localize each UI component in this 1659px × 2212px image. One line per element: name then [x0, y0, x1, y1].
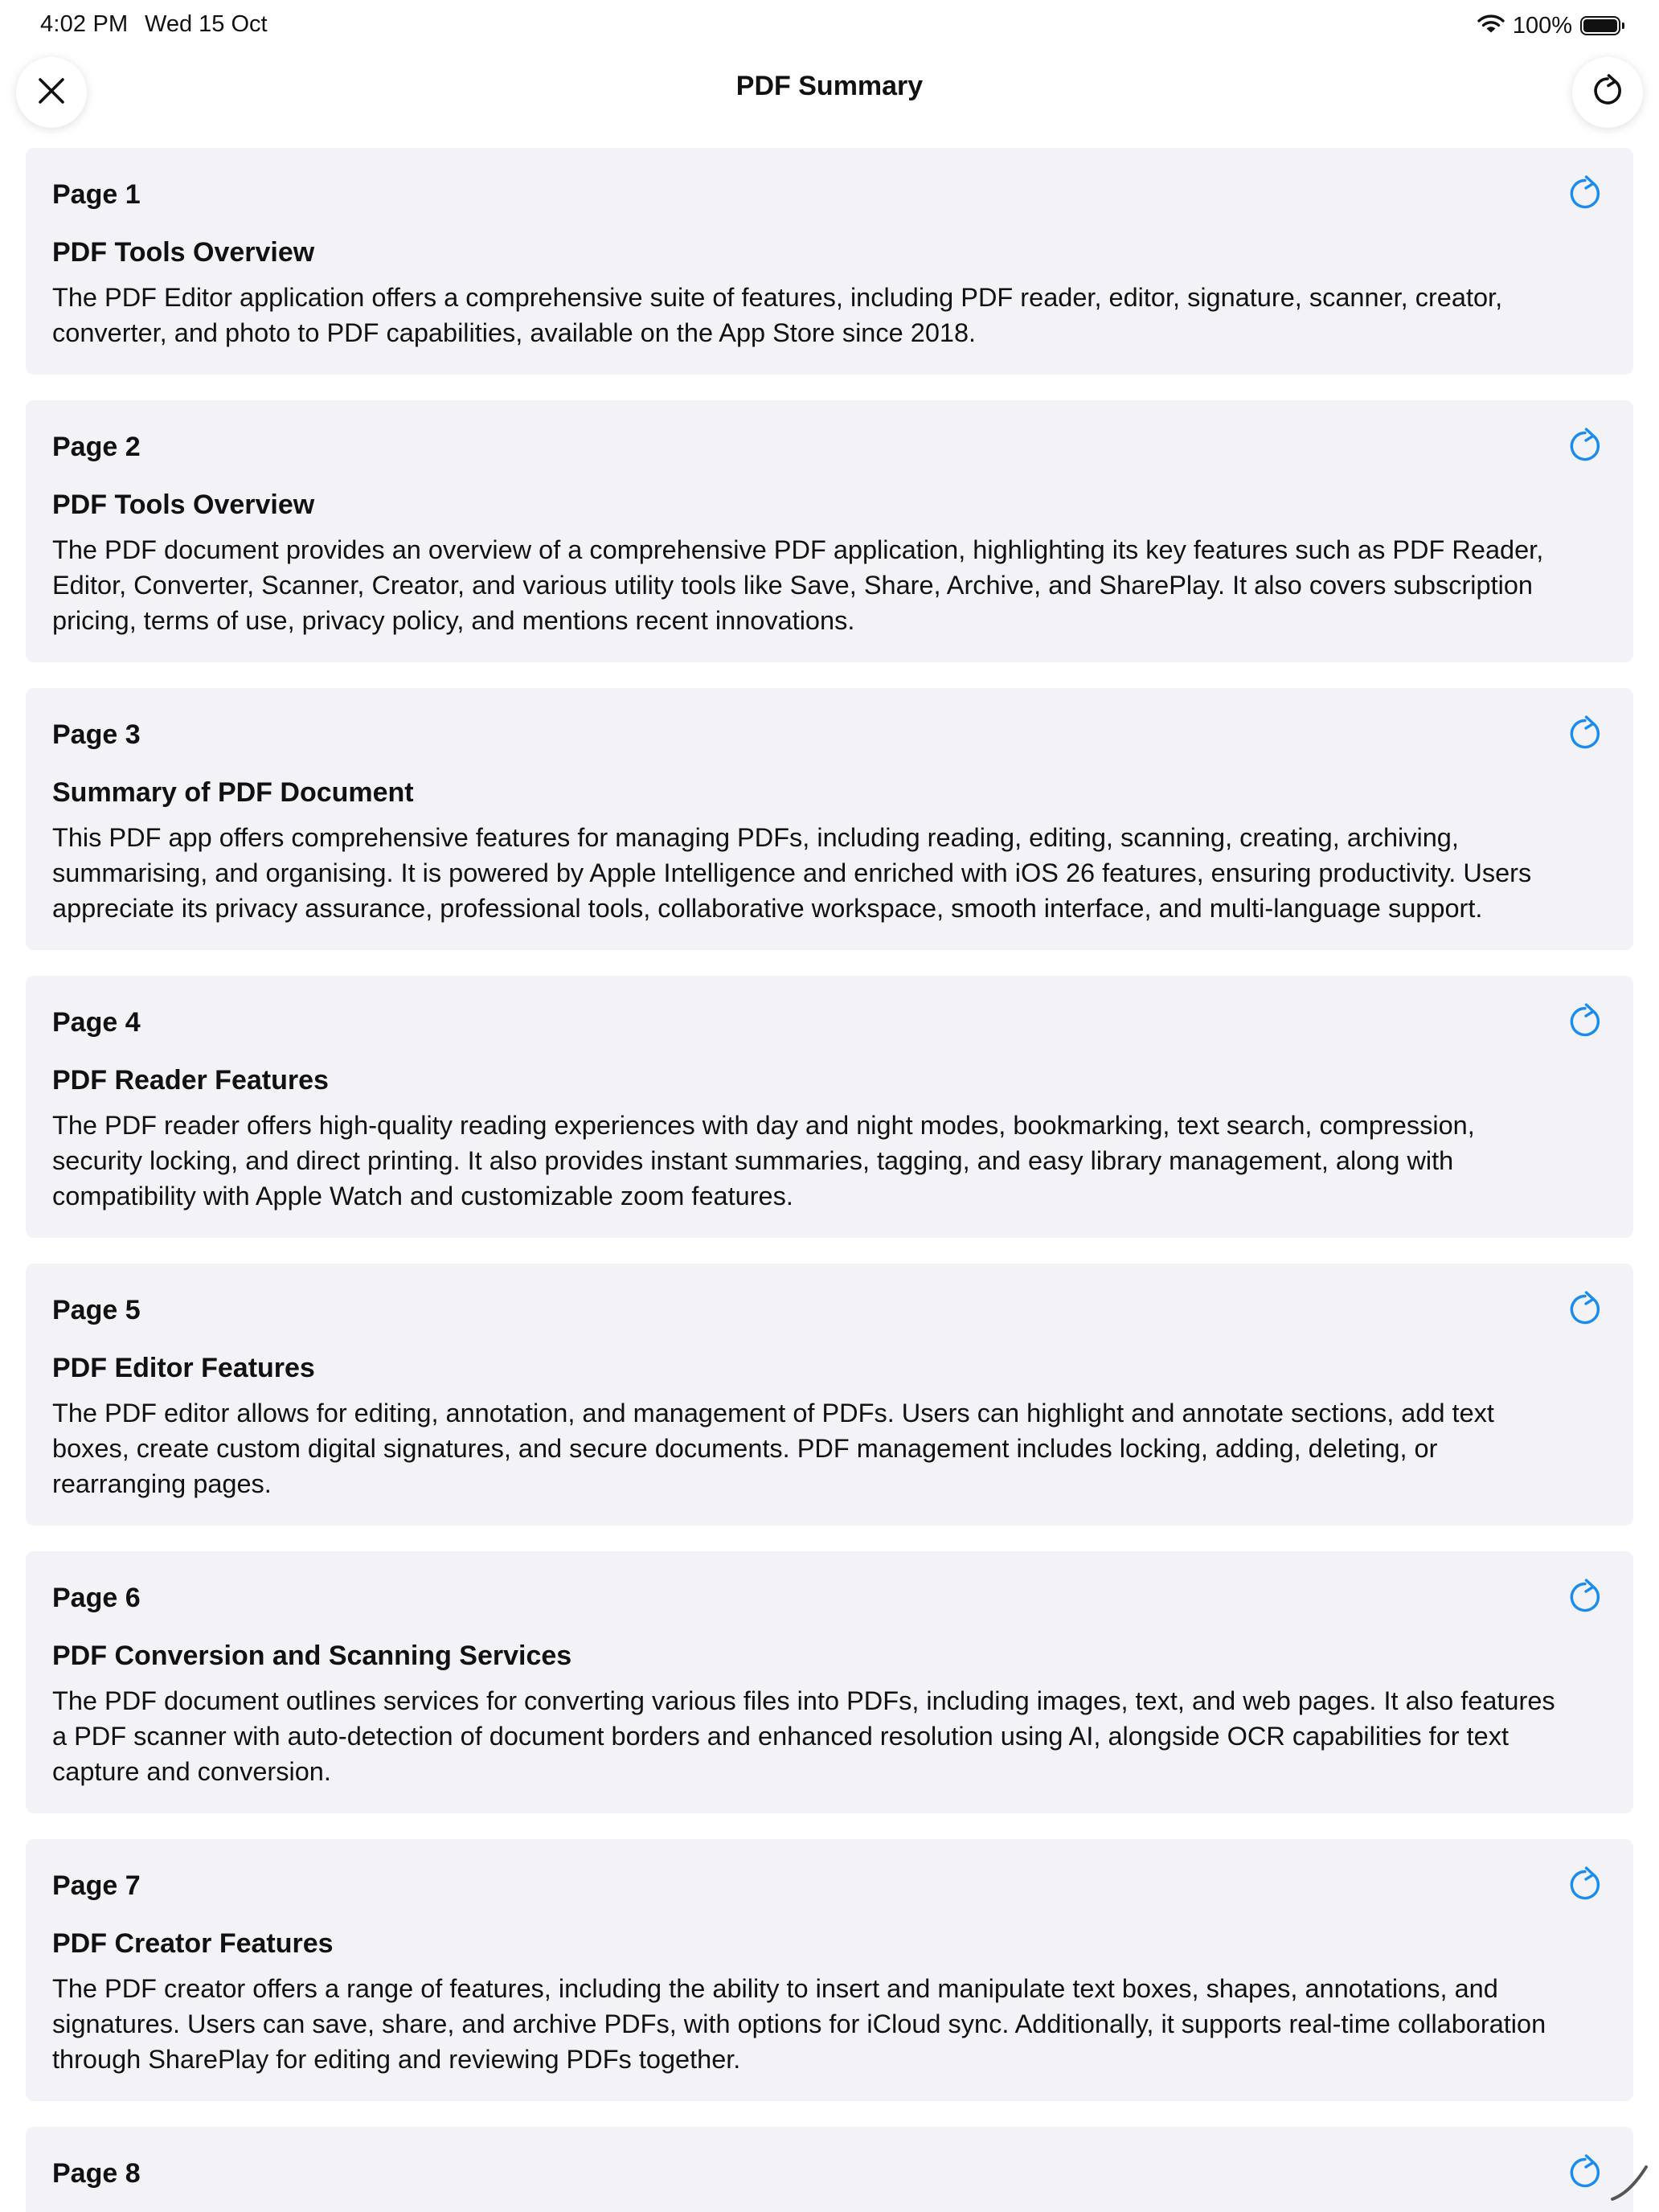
page-title: PDF Summary [735, 71, 924, 101]
summary-card [26, 1839, 1633, 2101]
summary-text: This PDF app offers comprehensive features for managing PDFs, including reading, editing, scanning, creating, archiving, summarising, and organising. It is powered by Apple Intelligence and enriched with iOS 26 features, ensuring productivity. Users appreciate its privacy assurance, professional tools, collaborative workspace, smooth interface, and multi-language support. [52, 823, 1532, 923]
summary-card [26, 976, 1633, 1238]
page-number-label: Page 1 [52, 179, 141, 210]
summary-text: The PDF creator offers a range of features, including the ability to insert and manipulate text boxes, shapes, annotations, and signatures. Users can save, share, and archive PDFs, with options for iCloud sync. Additionally, it supports real-time collaboration through SharePlay for editing and reviewing PDFs together. [52, 1974, 1546, 2074]
summary-title: PDF Tools Overview [52, 490, 315, 520]
status-indicators [1477, 10, 1620, 42]
scroll-indicator[interactable] [1606, 2159, 1651, 2204]
regenerate-summary-button[interactable] [1564, 427, 1606, 469]
page-number-label: Page 6 [52, 1583, 141, 1613]
summary-title: PDF Reader Features [52, 1065, 329, 1096]
page-number-label: Page 5 [52, 1295, 141, 1325]
page-number-label: Page 7 [52, 1870, 141, 1901]
regenerate-summary-button[interactable] [1564, 2153, 1606, 2195]
refresh-icon [1566, 1866, 1604, 1908]
summary-text: The PDF document outlines services for converting various files into PDFs, including images, text, and web pages. It also features a PDF scanner with auto-detection of document borders and enhanced resolution using AI, alongside OCR capabilities for text capture and conversion. [52, 1686, 1555, 1786]
refresh-icon [1566, 715, 1604, 757]
regenerate-summary-button[interactable] [1564, 715, 1606, 756]
summary-title: PDF Tools Overview [52, 237, 315, 268]
summary-text: The PDF reader offers high-quality reading experiences with day and night modes, bookmarking, text search, compression, security locking, and direct printing. It also provides instant summaries, tagging, and easy library management, along with compatibility with Apple Watch and customizable zoom features. [52, 1111, 1475, 1210]
refresh-icon [1566, 1578, 1604, 1620]
refresh-all-button[interactable] [1572, 57, 1643, 128]
refresh-icon [1566, 2153, 1604, 2196]
summary-title: PDF Editor Features [52, 1353, 315, 1383]
refresh-icon [1566, 1290, 1604, 1333]
status-date: Wed 15 Oct [145, 11, 268, 37]
navigation-bar [0, 51, 1659, 124]
regenerate-summary-button[interactable] [1564, 1002, 1606, 1044]
refresh-icon [1590, 73, 1625, 113]
refresh-icon [1566, 1002, 1604, 1045]
summary-text: The PDF document provides an overview of a comprehensive PDF application, highlighting its key features such as PDF Reader, Editor, Converter, Scanner, Creator, and various utility tools like Save, Share, Archive, and SharePlay. It also covers subscription pricing, terms of use, privacy policy, and mentions recent innovations. [52, 535, 1544, 635]
wifi-icon [1477, 14, 1505, 39]
status-time: 4:02 PM [40, 11, 129, 37]
page-number-label: Page 8 [52, 2158, 141, 2189]
summary-text: The PDF Editor application offers a comprehensive suite of features, including PDF reader, editor, signature, scanner, creator, converter, and photo to PDF capabilities, available on the App Store since 2018. [52, 283, 1503, 347]
refresh-icon [1566, 427, 1604, 469]
summary-card [26, 148, 1633, 375]
summary-title: Summary of PDF Document [52, 777, 414, 808]
page-number-label: Page 4 [52, 1007, 141, 1038]
page-number-label: Page 3 [52, 719, 141, 750]
regenerate-summary-button[interactable] [1564, 174, 1606, 216]
battery-icon [1580, 16, 1620, 35]
summary-card [26, 688, 1633, 950]
regenerate-summary-button[interactable] [1564, 1290, 1606, 1332]
summary-title: PDF Creator Features [52, 1928, 334, 1959]
regenerate-summary-button[interactable] [1564, 1578, 1606, 1620]
summary-card [26, 1551, 1633, 1813]
battery-percentage: 100% [1512, 12, 1572, 39]
status-bar [0, 0, 1659, 51]
regenerate-summary-button[interactable] [1564, 1866, 1606, 1907]
summary-card [26, 400, 1633, 662]
summary-card [26, 1264, 1633, 1526]
battery-fill [1583, 19, 1617, 32]
page-number-label: Page 2 [52, 432, 141, 462]
summary-text: The PDF editor allows for editing, annotation, and management of PDFs. Users can highlight and annotate sections, add text boxes, create custom digital signatures, and secure documents. PDF management includes locking, adding, deleting, or rearranging pages. [52, 1399, 1494, 1498]
summary-card [26, 2127, 1633, 2212]
refresh-icon [1566, 174, 1604, 217]
summary-title: PDF Conversion and Scanning Services [52, 1641, 572, 1671]
summary-list[interactable] [26, 148, 1633, 2212]
